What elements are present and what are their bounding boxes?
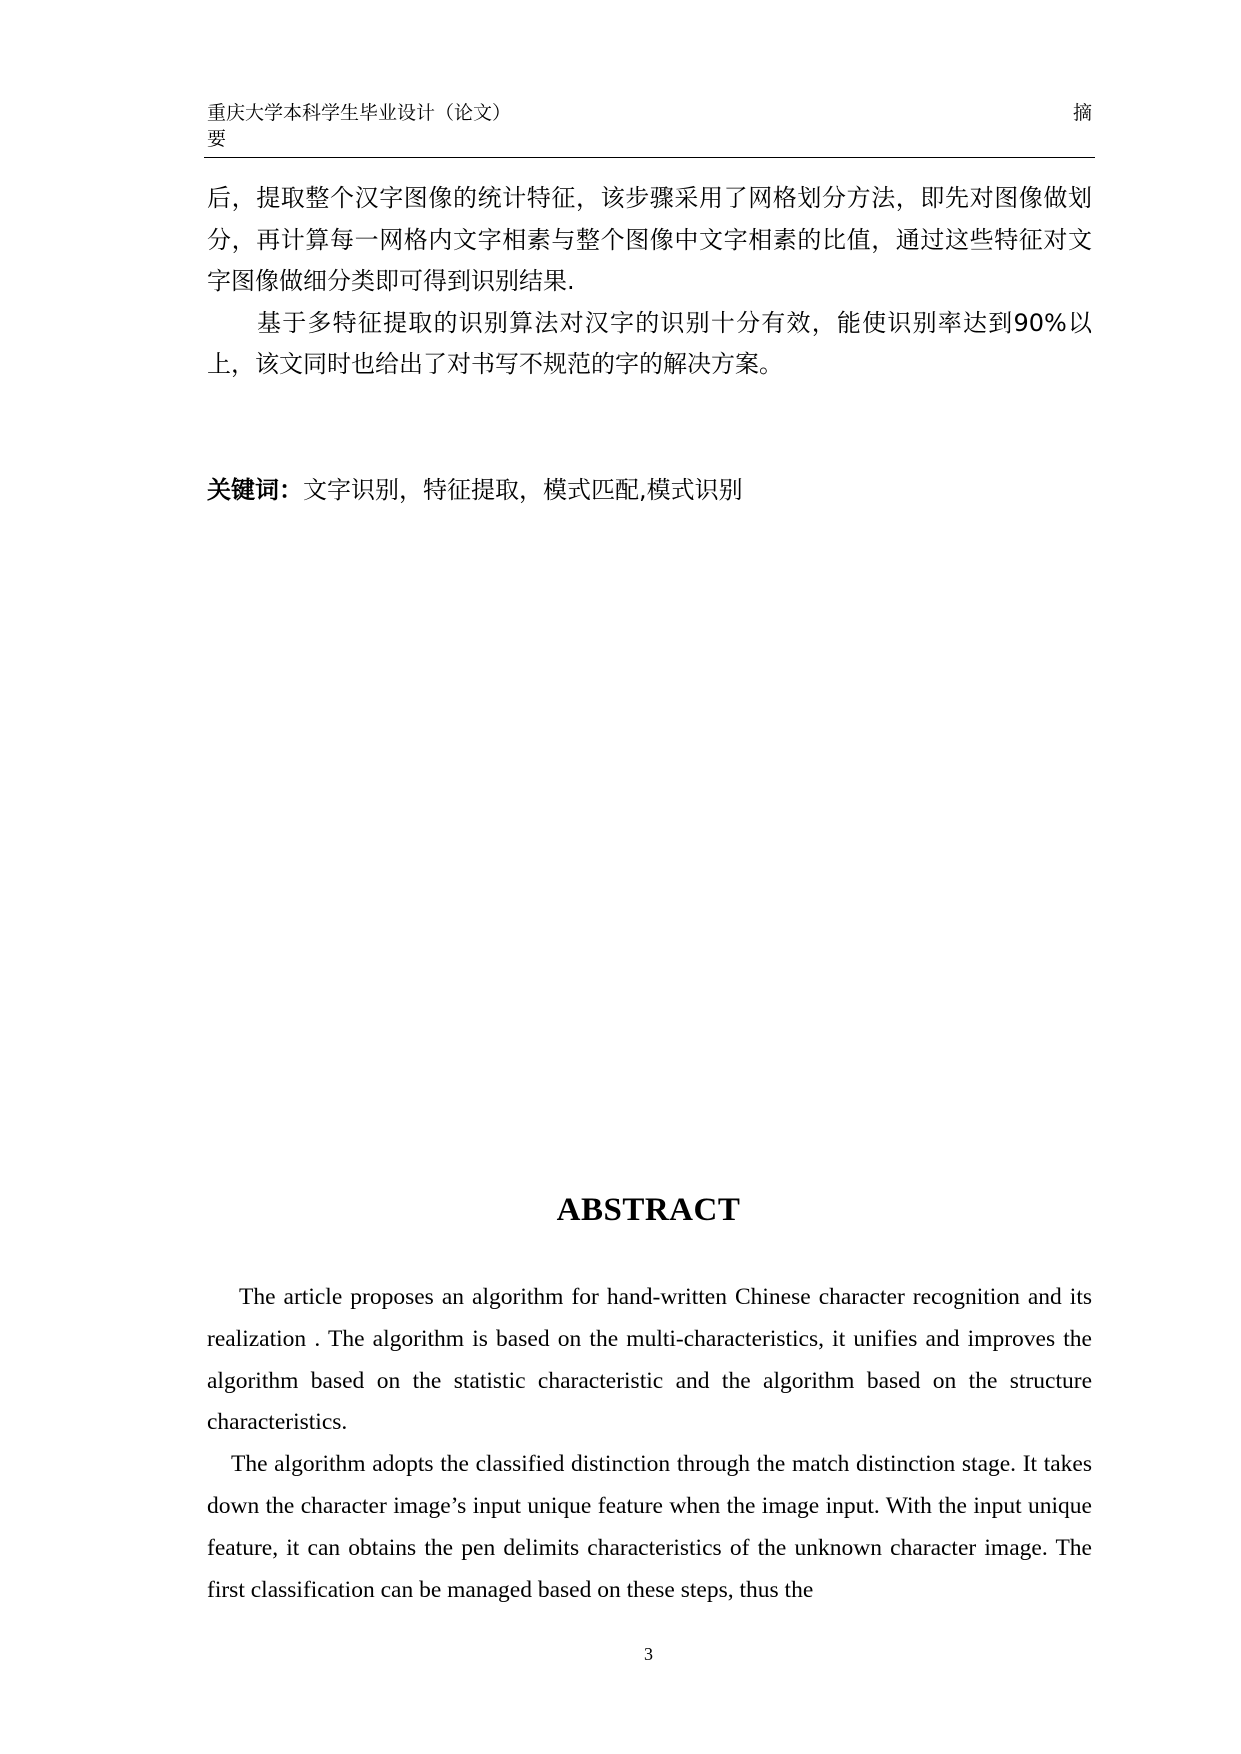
header-section-label: 摘 <box>1072 102 1092 124</box>
header-divider <box>204 157 1095 158</box>
page-number: 3 <box>644 1644 653 1664</box>
page-header <box>207 94 1092 156</box>
abstract-heading: ABSTRACT <box>556 1192 741 1228</box>
english-abstract-body <box>207 1277 1092 1611</box>
english-paragraph: The article proposes an algorithm for hand-written Chinese character recognition and its realization . The algorithm is based on the multi-characteristics, it unifies and improves the algorithm based on the statistic characteristic and the algorithm based on the structure characteristics. <box>207 1284 1092 1436</box>
keywords-label: 关键词： <box>207 476 303 504</box>
header-title-wrap: 要 <box>207 128 227 150</box>
keywords-line <box>207 470 1092 510</box>
chinese-abstract-body <box>207 178 1092 386</box>
keywords-text: 文字识别，特征提取，模式匹配,模式识别 <box>303 476 743 504</box>
english-paragraph: The algorithm adopts the classified distinction through the match distinction stage. It takes down the character image’s input unique feature when the image input. With the input unique feature, it can obtains the pen delimits characteristics of the unknown character image. The first classification can be managed based on these steps, thus the <box>207 1451 1092 1603</box>
chinese-paragraph: 基于多特征提取的识别算法对汉字的识别十分有效，能使识别率达到90%以上，该文同时也给出了对书写不规范的字的解决方案。 <box>207 308 1092 378</box>
chinese-paragraph: 后，提取整个汉字图像的统计特征，该步骤采用了网格划分方法，即先对图像做划分，再计算每一网格内文字相素与整个图像中文字相素的比值，通过这些特征对文字图像做细分类即可得到识别结果. <box>207 184 1092 295</box>
header-title: 重庆大学本科学生毕业设计（论文） <box>207 102 512 124</box>
